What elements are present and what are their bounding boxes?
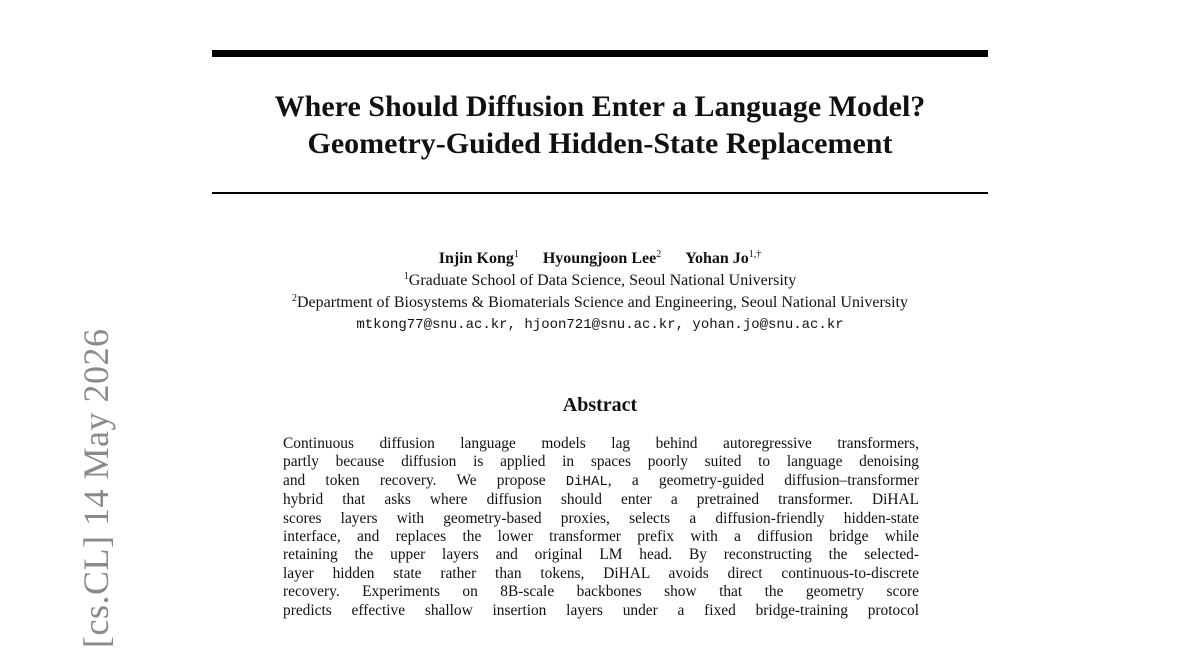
author-emails: mtkong77@snu.ac.kr, hjoon721@snu.ac.kr, yohan.jo@snu.ac.kr xyxy=(356,317,844,333)
title-top-rule xyxy=(212,50,988,57)
abstract-line: retaining the upper layers and original LM head. By reconstructing the selected- xyxy=(283,546,919,564)
title-bottom-rule xyxy=(212,192,988,194)
abstract-line: interface, and replaces the lower transformer prefix with a diffusion bridge while xyxy=(283,528,919,546)
author: Yohan $Jo^{1,\dagger}$ xyxy=(685,249,762,267)
affiliation-mark: 1 xyxy=(513,249,519,260)
abstract-line: partly because diffusion is applied in spaces poorly suited to language denoising xyxy=(283,453,919,471)
author: Hyoungjoon Lee$^2$ xyxy=(542,249,662,267)
author: Injin Kong$^1$ xyxy=(438,249,519,267)
affiliation-mark: 1,† xyxy=(748,249,762,260)
abstract-line: and token recovery. We propose DiHAL, a geometry-guided diffusion–transformer xyxy=(283,471,920,490)
author-block xyxy=(212,248,988,336)
affiliation-mark: 2 xyxy=(656,249,662,260)
abstract-line: hybrid that asks where diffusion should enter a pretrained transformer. DiHAL xyxy=(283,491,919,509)
paper-title xyxy=(212,88,988,162)
abstract-heading: Abstract xyxy=(562,394,638,416)
abstract-line: recovery. Experiments on 8B-scale backbones show that the geometry score xyxy=(283,583,919,601)
affiliation-2: $^2$Department of Biosystems & Biomaterials Science and Engineering, Seoul National University xyxy=(292,293,908,311)
affiliation-1: $^1$Graduate School of Data Science, Seoul National University xyxy=(403,271,797,289)
abstract-line: scores layers with geometry-based proxies, selects a diffusion-friendly hidden-state xyxy=(283,509,919,527)
title-line-1: Where Should Diffusion Enter a Language Model? xyxy=(274,90,926,123)
abstract-line: layer hidden state rather than tokens, DiHAL avoids direct continuous-to-discrete xyxy=(283,564,919,582)
author-names xyxy=(212,248,988,270)
abstract-body xyxy=(283,435,919,620)
abstract-line: Continuous diffusion language models lag behind autoregressive transformers, xyxy=(283,435,919,452)
method-name: DiHAL xyxy=(565,473,608,490)
title-line-2: Geometry-Guided Hidden-State Replacement xyxy=(307,127,893,160)
arxiv-side-stamp: [cs.CL] 14 May 2026 xyxy=(76,328,116,648)
abstract-line: predicts effective shallow insertion layers under a fixed bridge-training protocol xyxy=(283,601,919,619)
